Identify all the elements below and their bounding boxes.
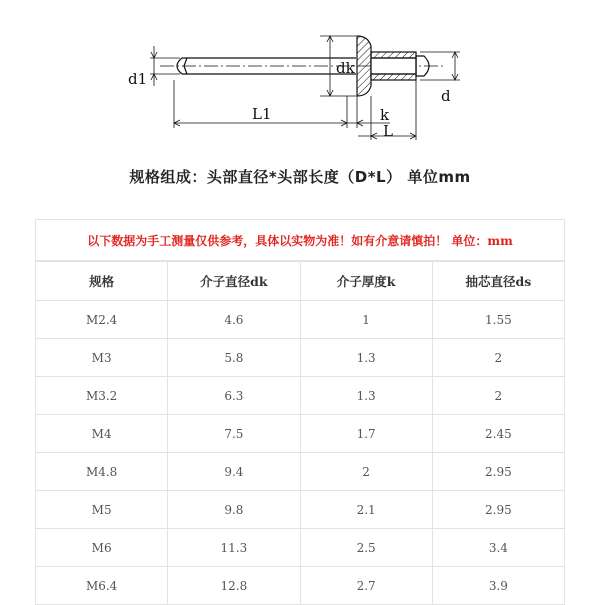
cell-dk: 4.6 xyxy=(168,301,300,339)
spec-line: 规格组成：头部直径*头部长度（D*L） 单位mm xyxy=(129,168,471,186)
cell-dk: 6.3 xyxy=(168,377,300,415)
rivet-diagram xyxy=(0,0,600,150)
cell-ds: 2.95 xyxy=(432,491,564,529)
cell-k: 1.3 xyxy=(300,377,432,415)
table-row xyxy=(36,415,565,453)
header-washer-diameter: 介子直径dk xyxy=(168,262,300,301)
cell-dk: 9.4 xyxy=(168,453,300,491)
measurement-notice: 以下数据为手工测量仅供参考，具体以实物为准！如有介意请慎拍！ 单位：mm xyxy=(35,219,565,261)
cell-ds: 3.4 xyxy=(432,529,564,567)
cell-size: M3.2 xyxy=(36,377,168,415)
cell-k: 2.7 xyxy=(300,567,432,605)
cell-ds: 3.9 xyxy=(432,567,564,605)
label-L1: L1 xyxy=(252,105,272,123)
cell-size: M6 xyxy=(36,529,168,567)
label-dk: dk xyxy=(336,59,355,77)
cell-dk: 7.5 xyxy=(168,415,300,453)
label-L: L xyxy=(383,122,393,140)
table-row xyxy=(36,377,565,415)
cell-size: M3 xyxy=(36,339,168,377)
label-d1: d1 xyxy=(128,70,148,88)
table-row xyxy=(36,339,565,377)
cell-ds: 2.95 xyxy=(432,453,564,491)
cell-size: M6.4 xyxy=(36,567,168,605)
cell-ds: 2 xyxy=(432,339,564,377)
cell-dk: 5.8 xyxy=(168,339,300,377)
cell-dk: 11.3 xyxy=(168,529,300,567)
table-row xyxy=(36,453,565,491)
header-size: 规格 xyxy=(36,262,168,301)
table-row xyxy=(36,491,565,529)
label-d: d xyxy=(441,87,451,105)
header-mandrel-diameter: 抽芯直径ds xyxy=(432,262,564,301)
table-row xyxy=(36,301,565,339)
spec-table xyxy=(35,219,565,593)
cell-k: 2.5 xyxy=(300,529,432,567)
cell-ds: 2 xyxy=(432,377,564,415)
cell-k: 1.7 xyxy=(300,415,432,453)
table-row xyxy=(36,567,565,605)
cell-size: M2.4 xyxy=(36,301,168,339)
cell-k: 2.1 xyxy=(300,491,432,529)
cell-k: 2 xyxy=(300,453,432,491)
cell-size: M5 xyxy=(36,491,168,529)
cell-ds: 2.45 xyxy=(432,415,564,453)
cell-dk: 9.8 xyxy=(168,491,300,529)
cell-k: 1 xyxy=(300,301,432,339)
cell-ds: 1.55 xyxy=(432,301,564,339)
label-k: k xyxy=(380,106,390,124)
dimensions-table xyxy=(35,261,565,605)
table-row xyxy=(36,529,565,567)
cell-size: M4.8 xyxy=(36,453,168,491)
cell-size: M4 xyxy=(36,415,168,453)
cell-dk: 12.8 xyxy=(168,567,300,605)
table-header-row xyxy=(36,262,565,301)
header-washer-thickness: 介子厚度k xyxy=(300,262,432,301)
flange-head xyxy=(357,36,371,96)
cell-k: 1.3 xyxy=(300,339,432,377)
